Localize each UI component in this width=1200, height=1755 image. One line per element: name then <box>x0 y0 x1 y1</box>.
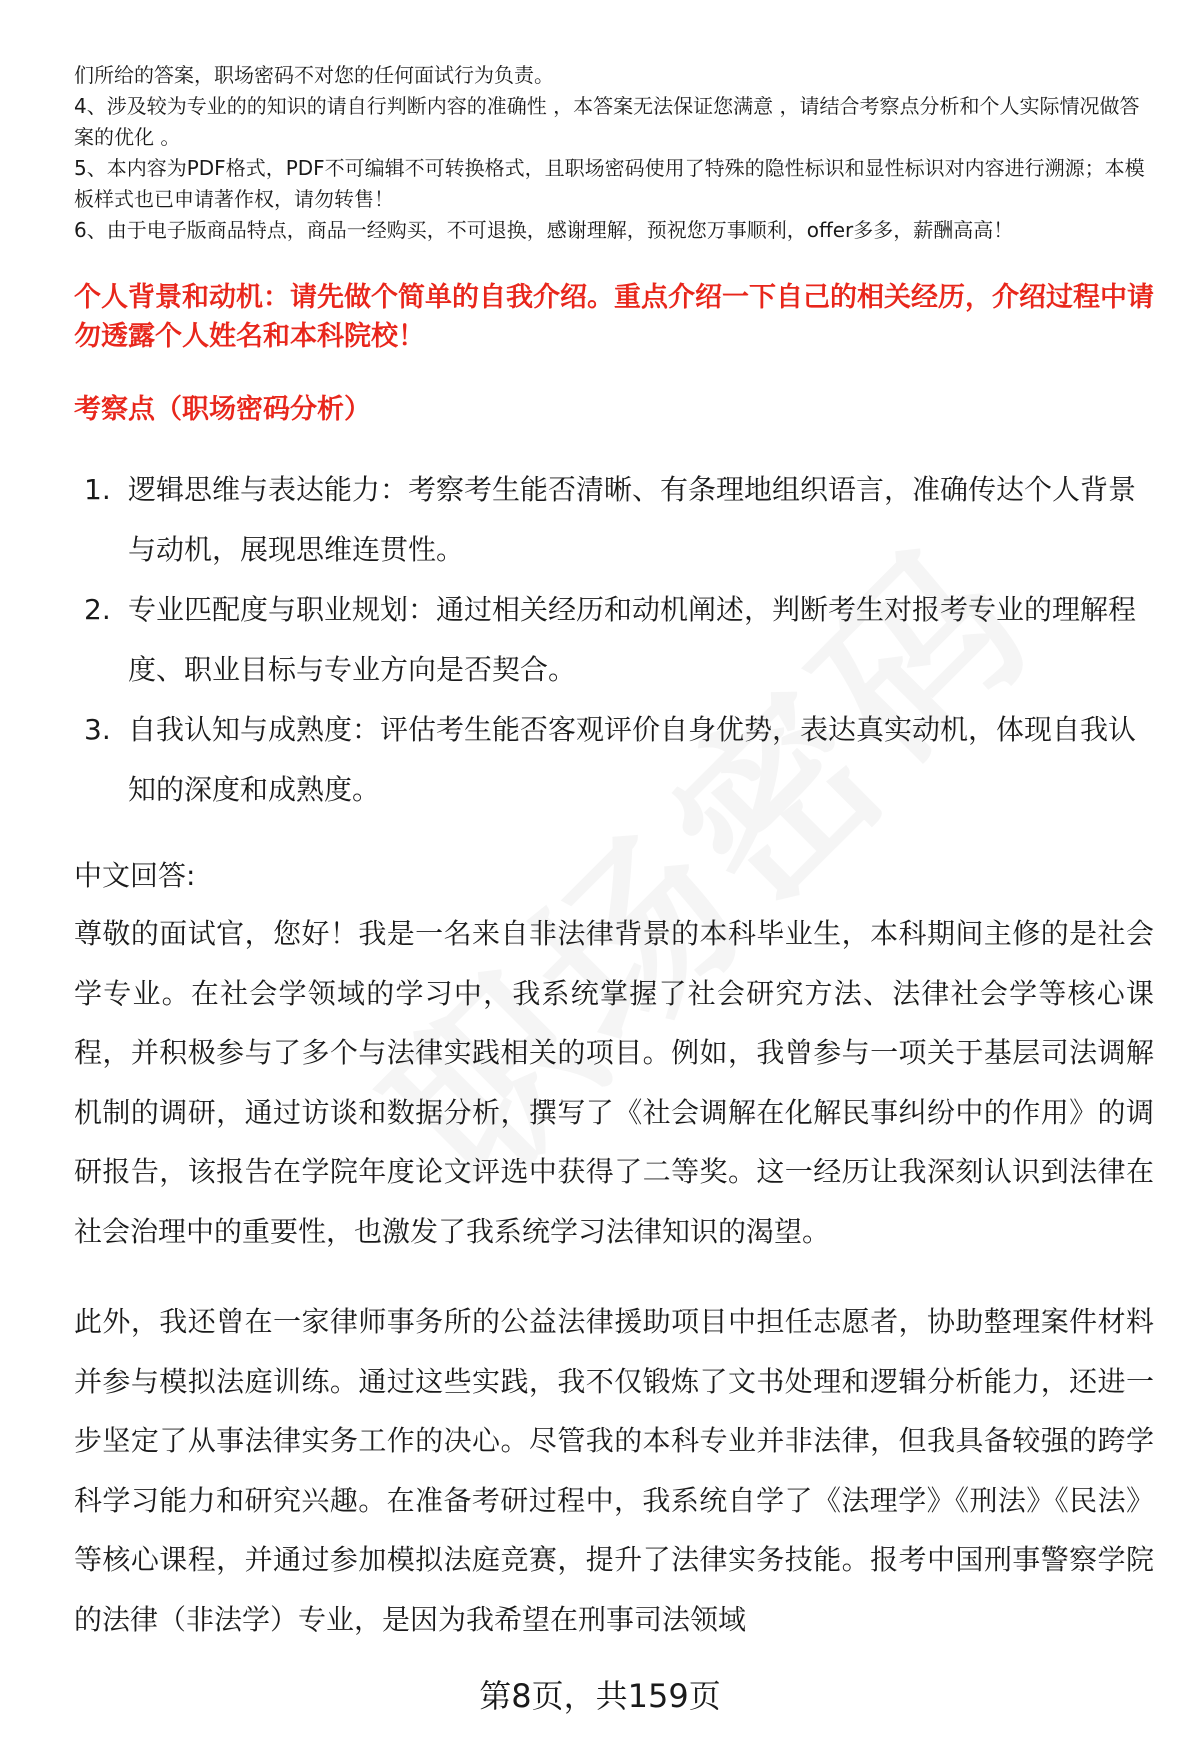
answer-body <box>74 904 1154 1680</box>
list-number: 3. <box>84 713 111 746</box>
list-item <box>74 700 1154 820</box>
note-line: 们所给的答案，职场密码不对您的任何面试行为负责。 <box>74 63 554 87</box>
list-text: 专业匹配度与职业规划：通过相关经历和动机阐述，判断考生对报考专业的理解程度、职业目标与专业方向是否契合。 <box>128 593 1137 686</box>
list-item <box>74 460 1154 580</box>
note-line: 5、本内容为PDF格式，PDF不可编辑不可转换格式，且职场密码使用了特殊的隐性标识和显性标识对内容进行溯源；本模板样式也已申请著作权，请勿转售！ <box>74 156 1145 211</box>
points-heading: 考察点（职场密码分析） <box>74 394 371 425</box>
interview-question: 个人背景和动机：请先做个简单的自我介绍。重点介绍一下自己的相关经历，介绍过程中请勿透露个人姓名和本科院校！ <box>74 282 1154 352</box>
list-number: 1. <box>84 473 111 506</box>
list-text: 逻辑思维与表达能力：考察考生能否清晰、有条理地组织语言，准确传达个人背景与动机，展现思维连贯性。 <box>128 473 1137 566</box>
page-number: 第8页，共159页 <box>479 1677 721 1715</box>
list-item <box>74 580 1154 700</box>
note-line: 4、涉及较为专业的的知识的请自行判断内容的准确性 ，本答案无法保证您满意 ，请结合考察点分析和个人实际情况做答案的优化 。 <box>74 94 1140 149</box>
list-number: 2. <box>84 593 111 626</box>
assessment-points <box>74 460 1154 820</box>
note-line: 6、由于电子版商品特点，商品一经购买，不可退换，感谢理解，预祝您万事顺利，offer多多，薪酬高高！ <box>74 218 1014 242</box>
answer-paragraph: 此外，我还曾在一家律师事务所的公益法律援助项目中担任志愿者，协助整理案件材料并参与模拟法庭训练。通过这些实践，我不仅锻炼了文书处理和逻辑分析能力，还进一步坚定了从事法律实务工作的决心。尽管我的本科专业并非法律，但我具备较强的跨学科学习能力和研究兴趣。在准备考研过程中，我系统自学了《法理学》《刑法》《民法》等核心课程，并通过参加模拟法庭竞赛，提升了法律实务技能。报考中国刑事警察学院的法律（非法学）专业，是因为我希望在刑事司法领域 <box>74 1305 1154 1636</box>
list-text: 自我认知与成熟度：评估考生能否客观评价自身优势，表达真实动机，体现自我认知的深度和成熟度。 <box>128 713 1137 806</box>
notes-section <box>74 60 1154 246</box>
answer-label: 中文回答: <box>74 859 196 892</box>
answer-paragraph: 尊敬的面试官，您好！我是一名来自非法律背景的本科毕业生，本科期间主修的是社会学专业。在社会学领域的学习中，我系统掌握了社会研究方法、法律社会学等核心课程，并积极参与了多个与法律实践相关的项目。例如，我曾参与一项关于基层司法调解机制的调研，通过访谈和数据分析，撰写了《社会调解在化解民事纠纷中的作用》的调研报告，该报告在学院年度论文评选中获得了二等奖。这一经历让我深刻认识到法律在社会治理中的重要性，也激发了我系统学习法律知识的渴望。 <box>74 917 1154 1248</box>
